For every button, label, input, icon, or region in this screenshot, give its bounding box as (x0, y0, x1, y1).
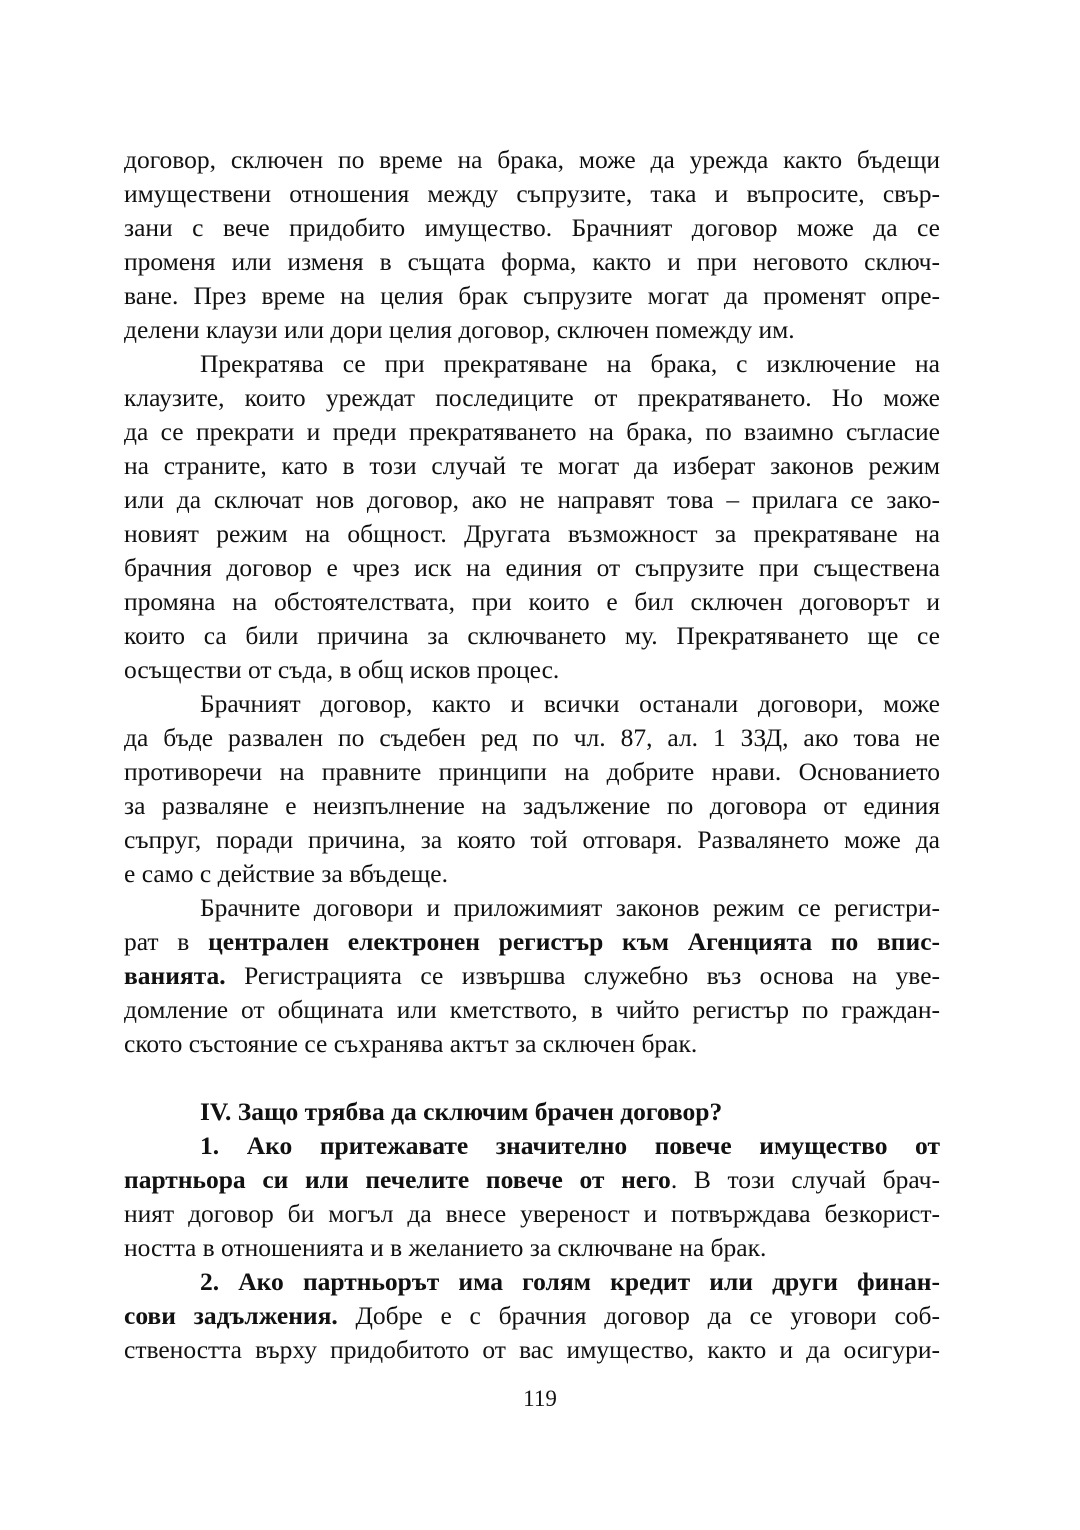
bold-text-run: 2. Ако партньорът има голям кредит или други финан- (200, 1267, 940, 1296)
text-line: ствеността върху придобитото от вас имущество, както и да осигури- (124, 1335, 940, 1364)
text-line: да бъде развален по съдебен ред по чл. 87, ал. 1 ЗЗД, ако това не (124, 723, 940, 752)
bold-text-run: партньора си или печелите повече от него (124, 1165, 671, 1194)
text-line: или да сключат нов договор, ако не направят това – прилага се зако- (124, 485, 940, 514)
text-line: имуществени отношения между съпрузите, така и въпросите, свър- (124, 179, 940, 208)
text-line: е само с действие за вбъдеще. (124, 859, 448, 888)
paragraph-2 (124, 347, 940, 687)
text-line: да се прекрати и преди прекратяването на брака, по взаимно съгласие (124, 417, 940, 446)
list-item-2 (124, 1265, 940, 1367)
text-line: Прекратява се при прекратяване на брака, с изключение на (200, 349, 940, 378)
text-line (124, 1299, 940, 1333)
section-heading-text: IV. Защо трябва да сключим брачен договор? (200, 1097, 723, 1126)
text-line: осъществи от съда, в общ исков процес. (124, 655, 560, 684)
page-number: 119 (523, 1386, 557, 1411)
text-line: Брачните договори и приложимият законов режим се регистри- (200, 893, 940, 922)
text-line (124, 1265, 940, 1299)
text-line: съпруг, поради причина, за която той отговаря. Развалянето може да (124, 825, 940, 854)
text-line: брачния договор е чрез иск на единия от съпрузите при съществена (124, 553, 940, 582)
text-run: Добре е с брачния договор да се уговори соб- (337, 1301, 940, 1330)
text-line (124, 1129, 940, 1163)
text-line: за разваляне е неизпълнение на задължение по договора от единия (124, 791, 940, 820)
paragraph-4 (124, 891, 940, 1061)
text-run: . В този случай брач- (670, 1165, 940, 1194)
list-item-1 (124, 1129, 940, 1265)
bold-text-run: ванията. (124, 961, 226, 990)
text-line: промяна на обстоятелствата, при които е бил сключен договорът и (124, 587, 940, 616)
text-line: които са били причина за сключването му. Прекратяването ще се (124, 621, 940, 650)
text-line: ване. През време на целия брак съпрузите могат да променят опре- (124, 281, 940, 310)
text-run: рат в (124, 927, 209, 956)
bold-text-run: 1. Ако притежавате значително повече имущество от (200, 1131, 940, 1160)
text-line: ният договор би могъл да внесе увереност и потвърждава безкорист- (124, 1199, 940, 1228)
text-run: Регистрацията се извършва служебно въз основа на уве- (225, 961, 940, 990)
text-line: ското състояние се съхранява актът за сключен брак. (124, 1029, 698, 1058)
text-line: променя или изменя в същата форма, както и при неговото сключ- (124, 247, 940, 276)
text-line: зани с вече придобито имущество. Брачният договор може да се (124, 213, 940, 242)
paragraph-3 (124, 687, 940, 891)
bold-text-run: сови задължения. (124, 1301, 338, 1330)
text-line: делени клаузи или дори целия договор, сключен помежду им. (124, 315, 795, 344)
text-line (124, 959, 940, 993)
text-line: противоречи на правните принципи на добрите нрави. Основанието (124, 757, 940, 786)
document-page (124, 143, 940, 1367)
section-spacer (124, 1061, 940, 1095)
text-line (124, 925, 940, 959)
text-line: Брачният договор, както и всички останали договори, може (200, 689, 940, 718)
text-line: на страните, като в този случай те могат да изберат законов режим (124, 451, 940, 480)
text-line: новият режим на общност. Другата възможност за прекратяване на (124, 519, 940, 548)
text-line: ността в отношенията и в желанието за сключване на брак. (124, 1233, 767, 1262)
bold-text-run: централен електронен регистър към Агенцията по впис- (208, 927, 941, 956)
text-line: клаузите, които уреждат последиците от прекратяването. Но може (124, 383, 940, 412)
text-line: договор, сключен по време на брака, може да урежда както бъдещи (124, 145, 940, 174)
section-heading (124, 1095, 940, 1129)
text-line: домление от общината или кметството, в чийто регистър по граждан- (124, 995, 940, 1024)
paragraph-1 (124, 143, 940, 347)
text-line (124, 1163, 940, 1197)
